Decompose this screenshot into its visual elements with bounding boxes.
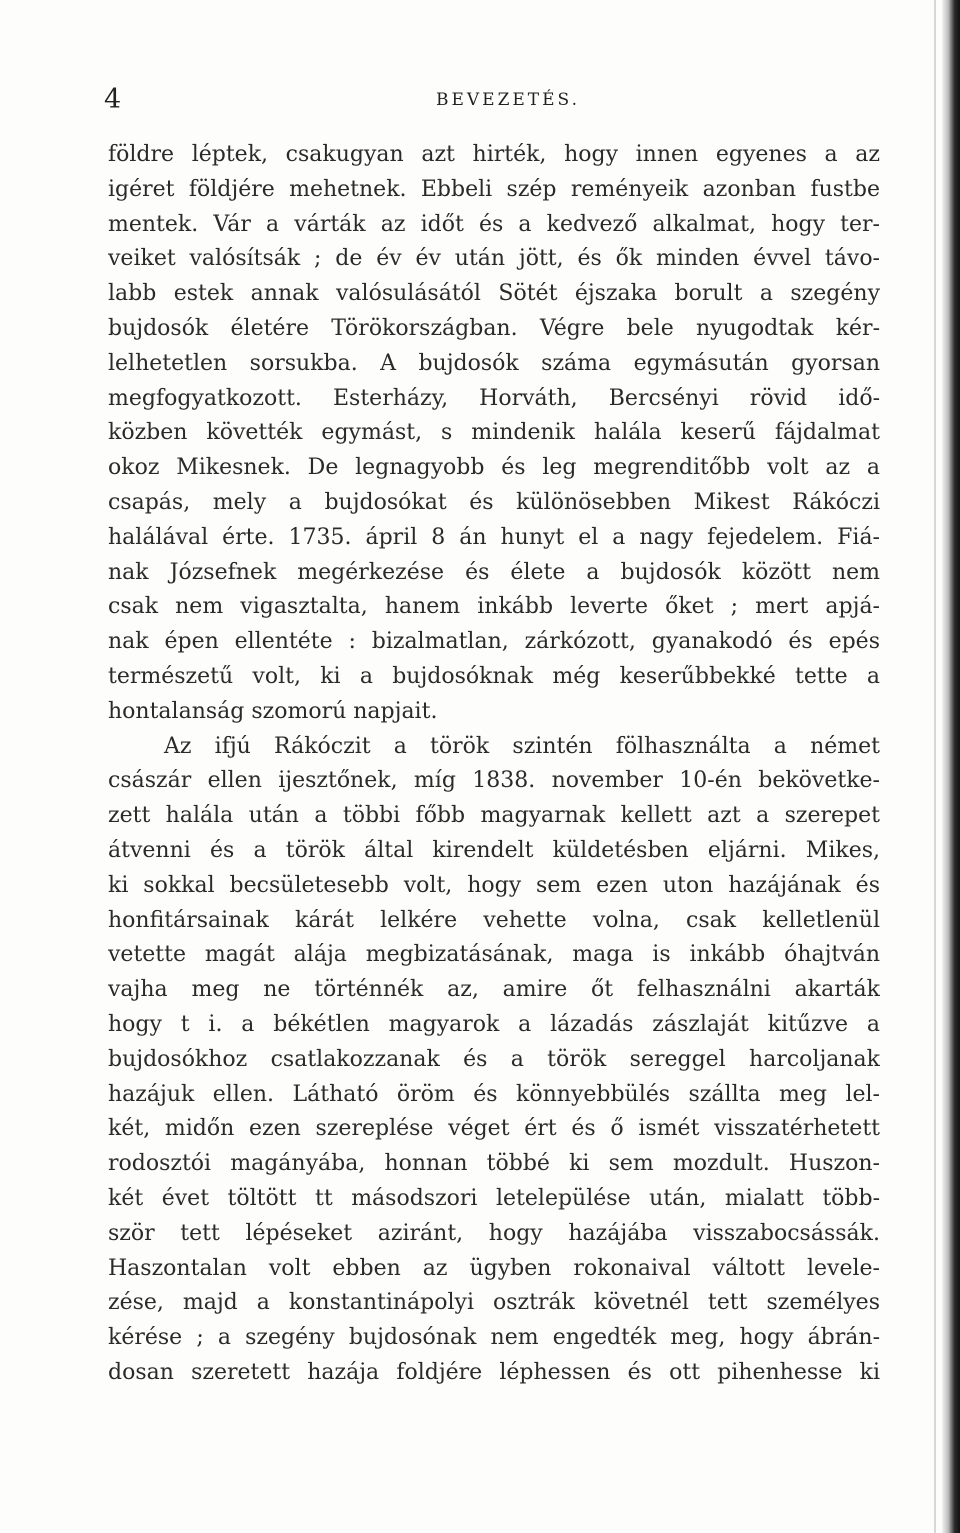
- text-line: Haszontalan volt ebben az ügyben rokonaival váltott levele-: [108, 1255, 880, 1281]
- text-line: labb estek annak valósulásától Sötét éjszaka borult a szegény: [108, 281, 880, 307]
- text-line: nak Józsefnek megérkezése és élete a bujdosók között nem: [108, 559, 880, 585]
- paragraph-end-line: hontalanság szomorú napjait.: [108, 698, 438, 724]
- text-line: hazájuk ellen. Látható öröm és könnyebbülés szállta meg lel-: [108, 1081, 880, 1107]
- text-line: dosan szeretett hazája foldjére léphessen és ott pihenhesse ki: [108, 1359, 880, 1385]
- text-line: kérése ; a szegény bujdosónak nem engedték meg, hogy ábrán-: [108, 1325, 880, 1351]
- page-edge-line: [934, 0, 936, 1533]
- text-line: veiket valósítsák ; de év év után jött, és ők minden évvel távo-: [108, 246, 880, 272]
- text-line: rodosztói magányába, honnan többé ki sem mozdult. Huszon-: [108, 1151, 880, 1177]
- text-line: honfitársainak kárát lelkére vehette volna, csak kelletlenül: [108, 907, 880, 933]
- text-line: halálával érte. 1735. ápril 8 án hunyt el a nagy fejedelem. Fiá-: [108, 524, 880, 550]
- book-binding-edge: [942, 0, 960, 1533]
- text-line: zett halála után a többi főbb magyarnak kellett azt a szerepet: [108, 803, 880, 829]
- paragraph-start-line: Az ifjú Rákóczit a török szintén fölhasználta a német: [164, 733, 880, 759]
- text-line: hogy t i. a békétlen magyarok a lázadás zászlaját kitűzve a: [108, 1011, 880, 1037]
- text-line: vetette magát alája megbizatásának, maga is inkább óhajtván: [108, 942, 880, 968]
- page-number: 4: [104, 84, 122, 115]
- text-line: lelhetetlen sorsukba. A bujdosók száma egymásután gyorsan: [108, 350, 880, 376]
- text-line: igéret földjére mehetnek. Ebbeli szép reményeik azonban fustbe: [108, 176, 880, 202]
- text-line: közben követték egymást, s mindenik halála keserű fájdalmat: [108, 420, 880, 446]
- page-header: [104, 84, 884, 124]
- text-line: csak nem vigasztalta, hanem inkább leverte őket ; mert apjá-: [108, 594, 880, 620]
- body-text: [108, 138, 880, 1391]
- running-head: BEVEZETÉS.: [436, 90, 581, 110]
- text-line: zése, majd a konstantinápolyi osztrák követnél tett személyes: [108, 1290, 880, 1316]
- text-line: ször tett lépéseket aziránt, hogy hazájába visszabocsássák.: [108, 1220, 880, 1246]
- text-line: átvenni és a török által kirendelt küldetésben eljárni. Mikes,: [108, 837, 880, 863]
- text-line: természetű volt, ki a bujdosóknak még keserűbbekké tette a: [108, 663, 880, 689]
- text-line: két évet töltött tt másodszori letelepülése után, mialatt több-: [108, 1185, 880, 1211]
- text-line: nak épen ellentéte : bizalmatlan, zárkózott, gyanakodó és epés: [108, 629, 880, 655]
- text-line: bujdosókhoz csatlakozzanak és a török sereggel harcoljanak: [108, 1046, 880, 1072]
- text-line: vajha meg ne történnék az, amire őt felhasználni akarták: [108, 977, 880, 1003]
- text-line: ki sokkal becsületesebb volt, hogy sem ezen uton hazájának és: [108, 872, 880, 898]
- text-line: két, midőn ezen szereplése véget ért és ő ismét visszatérhetett: [108, 1116, 880, 1142]
- text-line: császár ellen ijesztőnek, míg 1838. november 10-én bekövetke-: [108, 768, 880, 794]
- text-line: okoz Mikesnek. De legnagyobb és leg megrenditőbb volt az a: [108, 455, 880, 481]
- text-line: csapás, mely a bujdosókat és különösebben Mikest Rákóczi: [108, 489, 880, 515]
- text-line: bujdosók életére Törökországban. Végre bele nyugodtak kér-: [108, 315, 880, 341]
- text-line: megfogyatkozott. Esterházy, Horváth, Bercsényi rövid idő-: [108, 385, 880, 411]
- text-line: mentek. Vár a várták az időt és a kedvező alkalmat, hogy ter-: [108, 211, 880, 237]
- text-line: földre léptek, csakugyan azt hirték, hogy innen egyenes a az: [108, 142, 880, 167]
